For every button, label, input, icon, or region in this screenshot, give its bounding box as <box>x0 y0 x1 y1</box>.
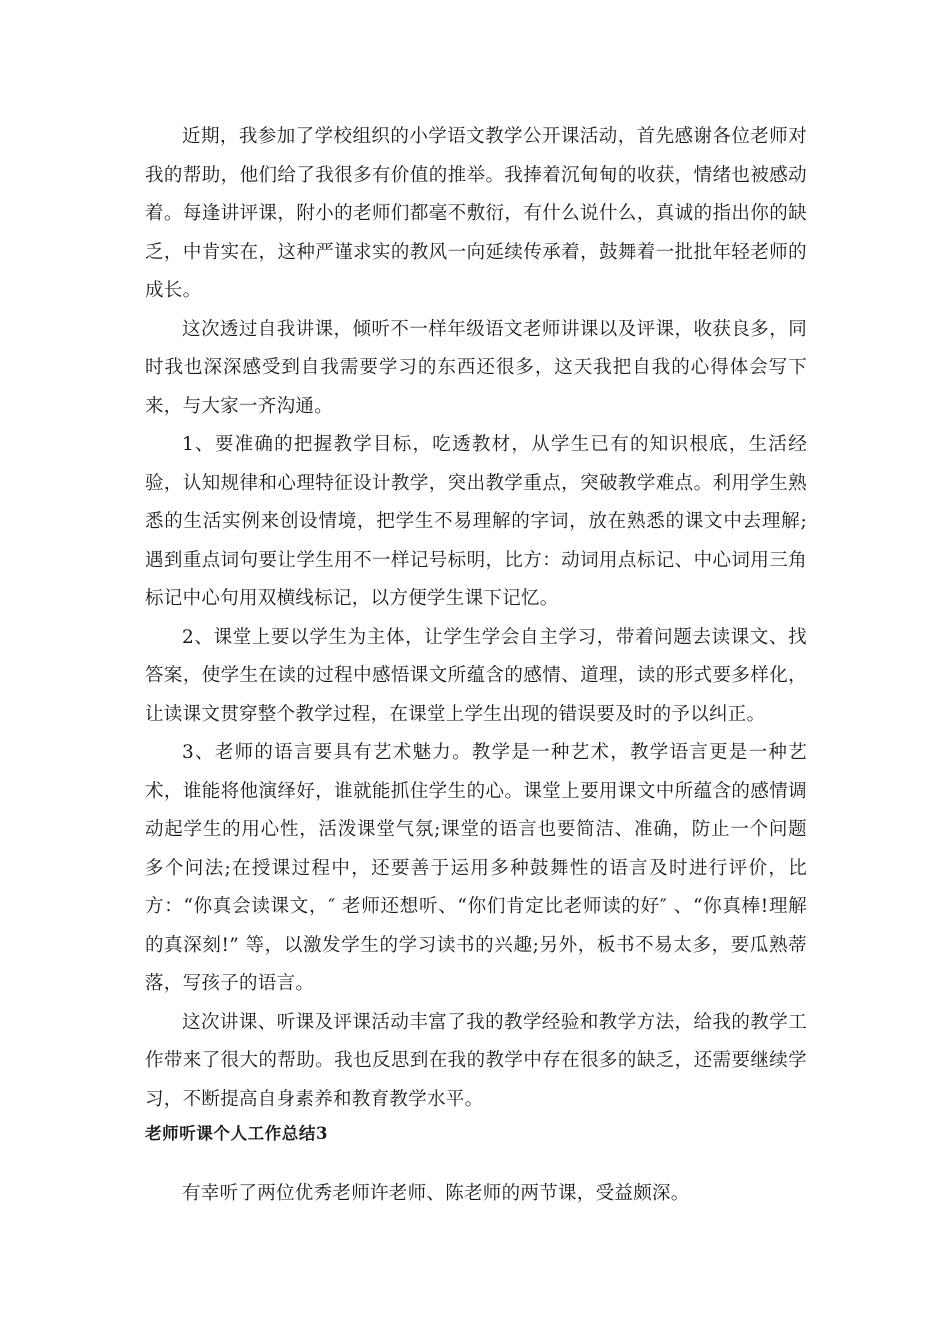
section-heading: 老师听课个人工作总结3 <box>145 1124 329 1143</box>
paragraph-reflection: 这次透过自我讲课，倾听不一样年级语文老师讲课以及评课，收获良多，同时我也深深感受到自我需要学习的东西还很多，这天我把自我的心得体会写下来，与大家一齐沟通。 <box>145 318 807 417</box>
paragraph-point-2: 2、课堂上要以学生为主体，让学生学会自主学习，带着问题去读课文、找答案，使学生在读的过程中感悟课文所蕴含的感情、道理，读的形式要多样化，让读课文贯穿整个教学过程，在课堂上学生出现的错误要及时的予以纠正。 <box>145 626 807 725</box>
paragraph-intro: 近期，我参加了学校组织的小学语文教学公开课活动，首先感谢各位老师对我的帮助，他们给了我很多有价值的推举。我捧着沉甸甸的收获，情绪也被感动着。每逢讲评课，附小的老师们都毫不敷衍，有什么说什么，真诚的指出你的缺乏，中肯实在，这种严谨求实的教风一向延续传承着，鼓舞着一批批年轻老师的成长。 <box>145 126 807 301</box>
paragraph-conclusion: 这次讲课、听课及评课活动丰富了我的教学经验和教学方法，给我的教学工作带来了很大的帮助。我也反思到在我的教学中存在很多的缺乏，还需要继续学习，不断提高自身素养和教育教学水平。 <box>145 1011 807 1110</box>
paragraph-point-1: 1、要准确的把握教学目标，吃透教材，从学生已有的知识根底，生活经验，认知规律和心理特征设计教学，突出教学重点，突破教学难点。利用学生熟悉的生活实例来创设情境，把学生不易理解的字词，放在熟悉的课文中去理解;遇到重点词句要让学生用不一样记号标明，比方：动词用点标记、中心词用三角标记中心句用双横线标记，以方便学生课下记忆。 <box>145 434 807 609</box>
paragraph-point-3: 3、老师的语言要具有艺术魅力。教学是一种艺术，教学语言更是一种艺术，谁能将他演绎好，谁就能抓住学生的心。课堂上要用课文中所蕴含的感情调动起学生的用心性，活泼课堂气氛;课堂的语言也要简洁、准确，防止一个问题多个问法;在授课过程中，还要善于运用多种鼓舞性的语言及时进行评价，比方：“你真会读课文，″ 老师还想听、“你们肯定比老师读的好″ 、“你真棒!理解的真深刻!” 等，以激发学生的学习读书的兴趣;另外，板书不易太多，要瓜熟蒂落，写孩子的语言。 <box>145 742 807 994</box>
document-page <box>145 118 807 1214</box>
paragraph-final: 有幸听了两位优秀老师许老师、陈老师的两节课，受益颇深。 <box>182 1183 690 1204</box>
